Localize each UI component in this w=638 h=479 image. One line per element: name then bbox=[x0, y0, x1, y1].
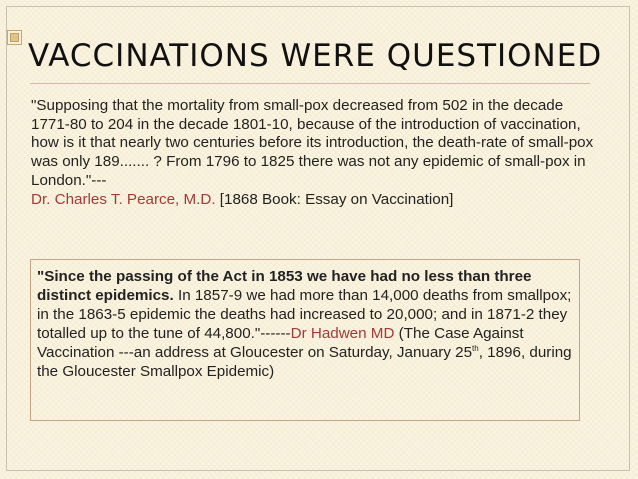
square-ornament-icon bbox=[7, 30, 22, 45]
quote-hadwen-source: (The Case Against Vaccination ---an address at Gloucester on Saturday, January 25 bbox=[37, 325, 524, 362]
quote-hadwen-bold: "Since the passing of the Act in 1853 we have had no less than three distinct epidemics. bbox=[37, 268, 532, 305]
ordinal-suffix: th bbox=[472, 344, 479, 354]
quote-hadwen-author: Dr Hadwen MD bbox=[290, 325, 395, 343]
quote-hadwen-box bbox=[30, 259, 580, 421]
slide-title: VACCINATIONS WERE QUESTIONED bbox=[28, 38, 603, 74]
quote-hadwen-text: In 1857-9 we had more than 14,000 deaths from smallpox; in the 1863-5 epidemic the deaths had increased to 20,000; and in 1871-2 they totalled up to the tune of 44,800."------ bbox=[37, 287, 572, 343]
title-underline bbox=[30, 83, 590, 84]
quote-hadwen-source-end: , 1896, during the Gloucester Smallpox Epidemic) bbox=[37, 344, 572, 381]
quote-pearce-text: "Supposing that the mortality from small-pox decreased from 502 in the decade 1771-80 to 204 in the decade 1801-10, because of the introduction of vaccination, how is it that nearly two centuries before its introduction, the death-rate of small-pox was only 189....... ? From 1796 to 1825 there was not any epidemic of small-pox in London."--- bbox=[31, 97, 594, 189]
quote-pearce-source: [1868 Book: Essay on Vaccination] bbox=[219, 190, 454, 208]
quote-hadwen bbox=[37, 267, 573, 382]
quote-pearce bbox=[31, 97, 601, 209]
quote-pearce-author: Dr. Charles T. Pearce, M.D. bbox=[31, 190, 216, 208]
